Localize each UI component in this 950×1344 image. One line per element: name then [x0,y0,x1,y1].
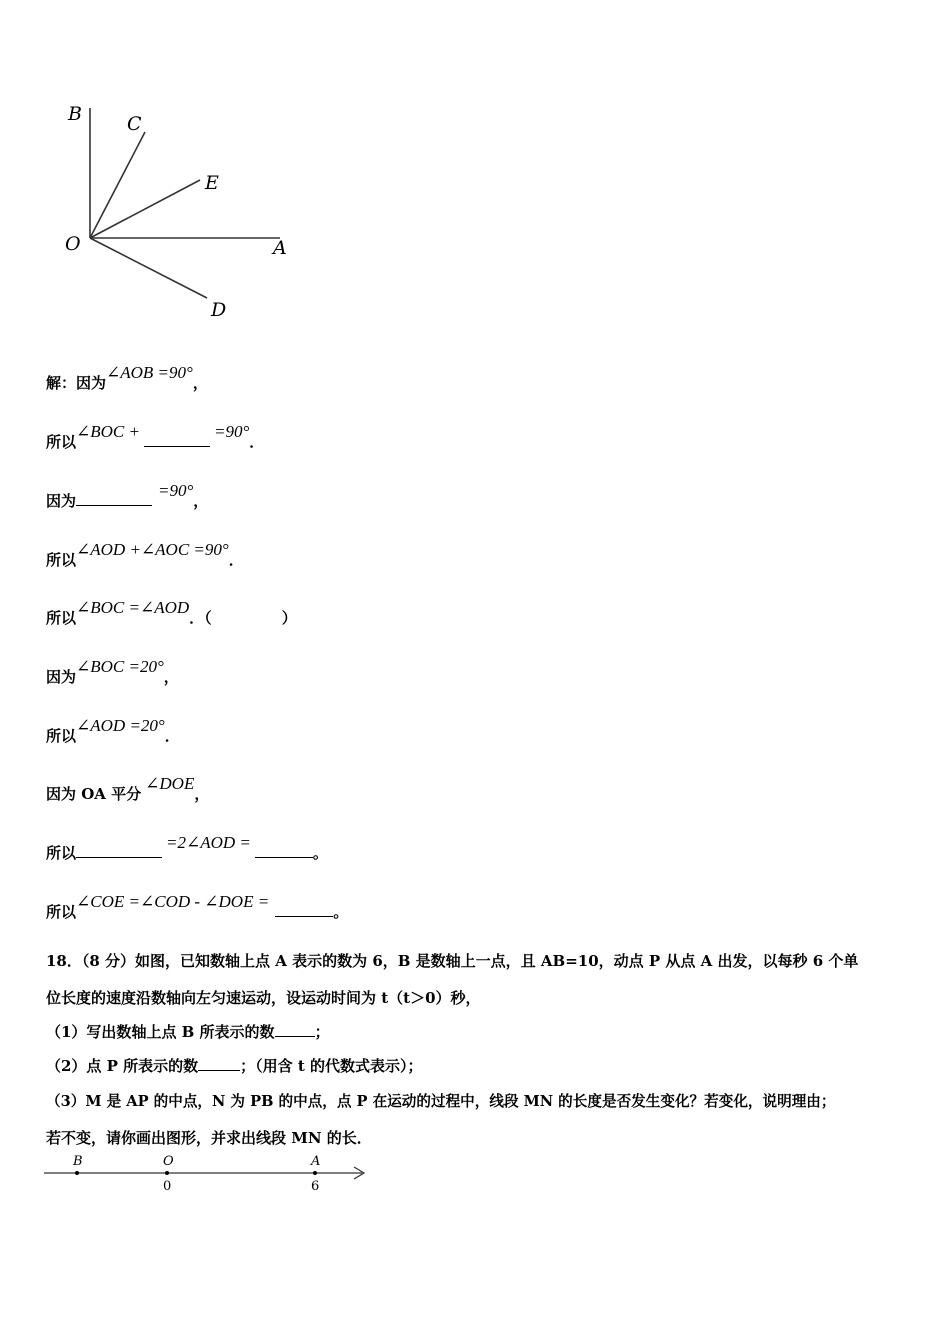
math-expr: ∠AOD =20° [76,716,165,735]
line-punct: ， [192,374,208,392]
line-punct: 。 [333,903,349,921]
label-a: A [311,1154,321,1169]
question-text: （2）点 P 所表示的数 [46,1057,199,1075]
line-punct: ． [249,433,265,451]
tick-6: 6 [311,1179,320,1194]
label-c: C [127,113,142,135]
point-b [75,1171,79,1175]
math-expr: ∠BOC =∠AOD [76,598,190,617]
number-line [40,1152,370,1197]
line-punct: ， [193,492,209,510]
solution-line-3 [46,481,209,511]
answer-blank[interactable] [76,843,162,858]
line-punct: ． [228,551,244,569]
line-punct: 。 [312,844,328,862]
ray-oc [90,132,145,238]
solution-line-9 [46,833,328,863]
solution-line-7 [46,716,180,746]
label-o: O [163,1154,174,1169]
line-punct: ， [194,785,210,803]
point-a [313,1171,317,1175]
problem-18-line-1: 18．（8 分）如图，已知数轴上点 A 表示的数为 6，B 是数轴上一点，且 AB=10，动点 P 从点 A 出发，以每秒 6 个单 [46,952,859,970]
line-text: 解：因为 [46,374,107,392]
solution-line-5 [46,598,297,628]
label-d: D [211,299,227,321]
line-text: 所以 [46,609,77,627]
question-2 [46,1055,423,1076]
line-punct: ， [163,668,179,686]
answer-blank[interactable] [144,432,210,447]
math-expr: ∠BOC + [76,422,140,441]
point-o [165,1171,169,1175]
line-text: 因为 [46,492,77,510]
math-expr: =90° [158,481,194,500]
ray-oe [90,180,200,238]
answer-blank[interactable] [76,491,152,506]
solution-line-8 [46,774,210,804]
question-3-line-1: （3）M 是 AP 的中点，N 为 PB 的中点，点 P 在运动的过程中，线段 MN 的长度是否发生变化？若变化，说明理由； [46,1093,836,1110]
solution-line-2 [46,422,265,452]
reason-blank[interactable] [212,609,282,623]
answer-blank[interactable] [255,843,313,858]
label-o: O [65,233,81,255]
math-expr: ∠AOD +∠AOC =90° [76,540,229,559]
label-a: A [273,237,287,259]
question-text: （1）写出数轴上点 B 所表示的数 [46,1023,275,1041]
answer-blank[interactable] [198,1056,240,1071]
solution-line-4 [46,540,244,570]
solution-line-10 [46,892,349,922]
line-text: 所以 [46,727,77,745]
line-punct: ． [164,727,180,745]
math-expr: ∠AOB =90° [106,363,193,382]
ray-od [90,238,207,298]
label-b: B [68,103,82,125]
math-expr: =90° [213,422,250,441]
math-expr: ∠DOE [145,774,195,793]
question-1 [46,1021,330,1042]
math-expr: ∠BOC =20° [76,657,164,676]
line-text: 所以 [46,903,77,921]
answer-blank[interactable] [275,902,333,917]
question-punct: ； [314,1023,330,1041]
math-expr: =2∠AOD = [166,833,251,852]
line-text: 所以 [46,433,77,451]
answer-blank[interactable] [275,1022,315,1037]
line-punct: ） [281,609,297,627]
line-text: 所以 [46,844,77,862]
line-text: 所以 [46,551,77,569]
line-punct: ．（ [189,609,212,627]
solution-line-1 [46,363,208,393]
line-text: 因为 OA 平分 [46,785,142,803]
question-punct: ；（用含 t 的代数式表示）； [240,1057,423,1075]
angle-figure [55,100,305,325]
problem-18-line-2: 位长度的速度沿数轴向左匀速运动，设运动时间为 t（t＞0）秒， [46,989,481,1007]
solution-line-6 [46,657,179,687]
question-3-line-2: 若不变，请你画出图形，并求出线段 MN 的长． [46,1129,372,1147]
math-expr: ∠COE =∠COD - ∠DOE = [76,892,270,911]
tick-0: 0 [163,1179,172,1194]
label-e: E [205,172,219,194]
line-text: 因为 [46,668,77,686]
label-b: B [73,1154,83,1169]
